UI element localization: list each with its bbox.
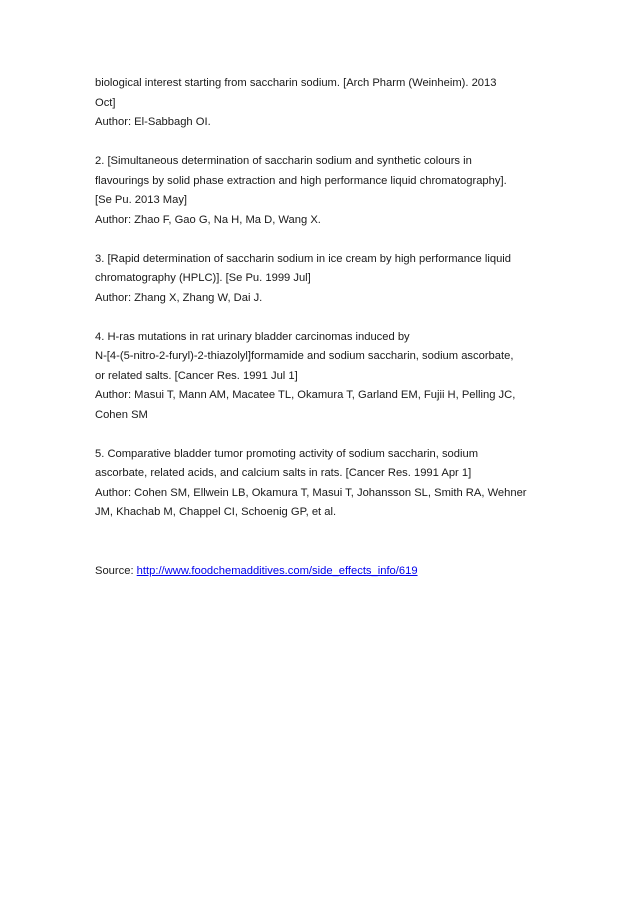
reference-title-line: 5. Comparative bladder tumor promoting activity of sodium saccharin, sodium [95,447,479,460]
reference-1-continued [95,74,565,133]
reference-4 [95,328,565,426]
source-line [95,562,565,582]
reference-title-line: ascorbate, related acids, and calcium salts in rats. [Cancer Res. 1991 Apr 1] [95,467,472,479]
reference-3 [95,250,565,309]
reference-2 [95,152,565,230]
reference-title-line: chromatography (HPLC)]. [Se Pu. 1999 Jul] [95,272,311,284]
reference-title-line: or related salts. [Cancer Res. 1991 Jul 1] [95,369,298,382]
reference-title-line: flavourings by solid phase extraction and high performance liquid chromatography]. [95,174,507,187]
source-link[interactable]: http://www.foodchemadditives.com/side_effects_info/619 [136,564,418,577]
reference-5 [95,445,565,523]
reference-citation: [Se Pu. 2013 May] [95,194,188,206]
reference-author: Cohen SM [95,408,148,421]
reference-author: Author: Zhang X, Zhang W, Dai J. [95,291,263,304]
reference-title-line: 2. [Simultaneous determination of saccharin sodium and synthetic colours in [95,155,472,167]
reference-author: JM, Khachab M, Chappel CI, Schoenig GP, et al. [95,506,337,518]
reference-author: Author: Zhao F, Gao G, Na H, Ma D, Wang X. [95,213,321,226]
reference-author: Author: El-Sabbagh OI. [95,116,211,128]
reference-title-line: N-[4-(5-nitro-2-furyl)-2-thiazolyl]formamide and sodium saccharin, sodium ascorbate, [95,350,514,362]
reference-title-line: 3. [Rapid determination of saccharin sodium in ice cream by high performance liquid [95,252,512,265]
document-body [95,74,565,581]
reference-line: Oct] [95,96,116,109]
reference-author: Author: Cohen SM, Ellwein LB, Okamura T, Masui T, Johansson SL, Smith RA, Wehner [95,486,527,499]
reference-line: biological interest starting from saccharin sodium. [Arch Pharm (Weinheim). 2013 [95,77,497,89]
source-label: Source: [95,564,137,577]
reference-title-line: 4. H-ras mutations in rat urinary bladder carcinomas induced by [95,330,410,343]
reference-author: Author: Masui T, Mann AM, Macatee TL, Okamura T, Garland EM, Fujii H, Pelling JC, [95,389,516,401]
